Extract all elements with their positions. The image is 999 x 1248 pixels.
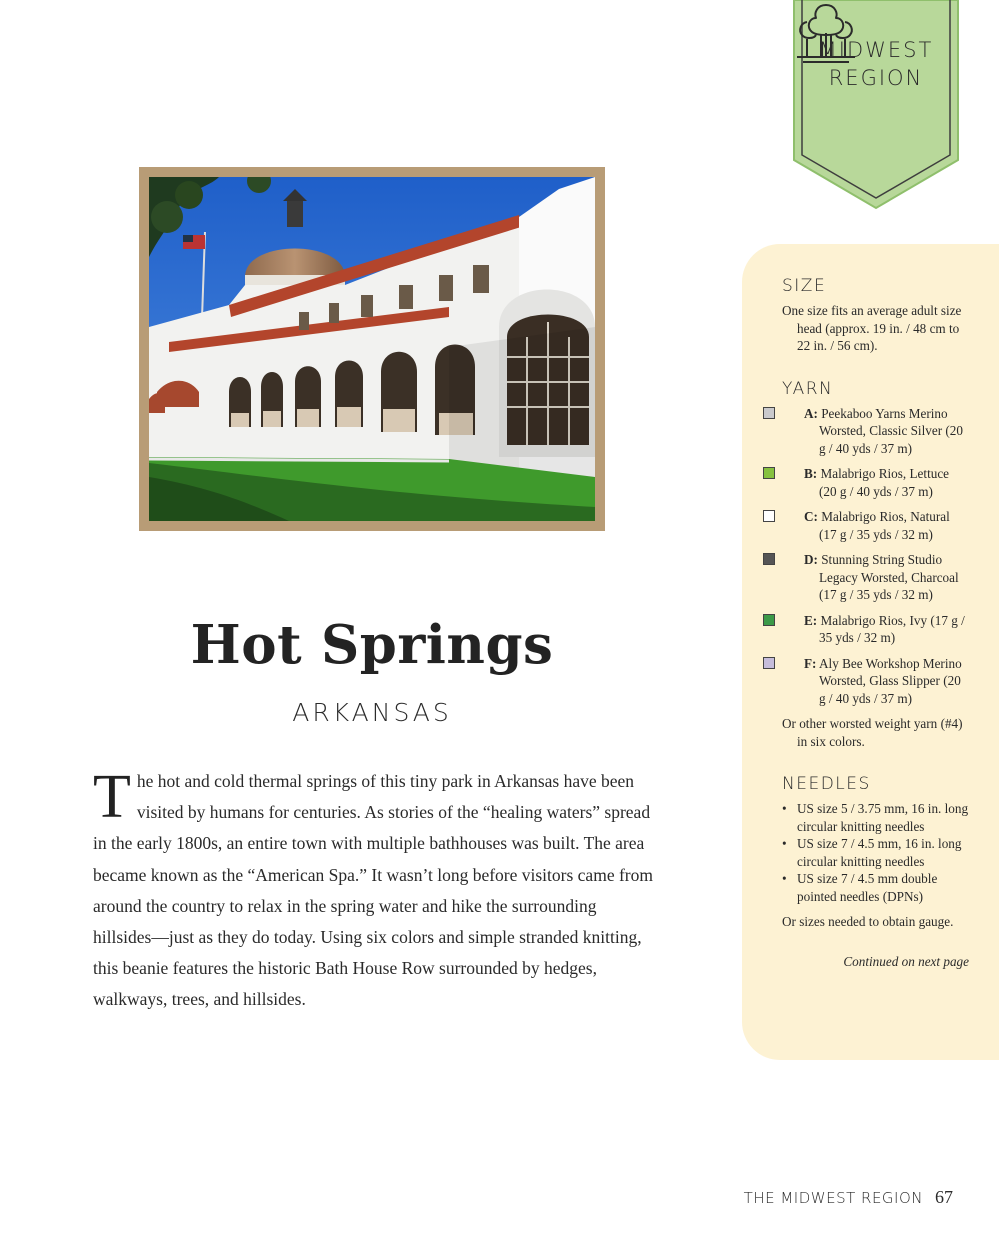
yarn-text-e: Malabrigo Rios, Ivy (17 g / 35 yds / 32 m) [819,612,965,645]
yarn-item-f [782,655,969,708]
page-title: Hot Springs [190,614,554,676]
yarn-item-c [782,508,969,543]
page-subtitle: ARKANSAS [292,698,452,727]
yarn-swatch-b [763,467,775,479]
yarn-text-b: Malabrigo Rios, Lettuce (20 g / 40 yds / 37 m) [819,466,950,499]
needles-heading: NEEDLES [782,774,871,794]
needle-item: • US size 5 / 3.75 mm, 16 in. long circular knitting needles [782,800,969,835]
yarn-text-f: Aly Bee Workshop Merino Worsted, Glass Slipper (20 g / 40 yds / 37 m) [819,655,962,706]
size-text: One size fits an average adult size head (approx. 19 in. / 48 cm to 22 in. / 56 cm). [782,303,962,353]
yarn-label-c: C: [804,509,818,524]
needles-note: Or sizes needed to obtain gauge. [782,914,954,929]
intro-text: he hot and cold thermal springs of this tiny park in Arkansas have been visited by humans for centuries. As stories of the “healing waters” spread in the early 1800s, an entire town with multiple bathhouses was built. The area became known as the “American Spa.” It wasn’t long before visitors came from around the country to relax in the spring water and hike the surrounding hillsides—just as they do today. Using six colors and simple stranded knitting, this beanie features the historic Bath House Row surrounded by hedges, walkways, trees, and hillsides. [93,771,653,1010]
needles-list [782,800,969,905]
yarn-label-e: E: [804,612,818,628]
yarn-item-b [782,465,969,500]
yarn-heading: YARN [782,378,834,399]
materials-sidebar [742,244,999,1060]
trees-icon [793,0,859,66]
size-heading: SIZE [782,276,827,296]
photo-frame [139,167,605,531]
banner-title: MIDWEST REGION [818,38,934,90]
yarn-label-f: F: [804,655,817,671]
yarn-text-d: Stunning String Studio Legacy Worsted, Charcoal (17 g / 35 yds / 32 m) [819,552,959,602]
bathhouse-photo [149,177,595,521]
yarn-label-a: A: [804,405,818,421]
yarn-item-a [782,405,969,458]
page-footer [744,1187,953,1208]
yarn-label-d: D: [804,552,818,567]
continued-note: Continued on next page [843,953,969,969]
yarn-swatch-c [763,510,775,522]
page-number: 67 [935,1187,953,1207]
yarn-note: Or other worsted weight yarn (#4) in six colors. [782,716,963,749]
yarn-text-c: Malabrigo Rios, Natural (17 g / 35 yds / 32 m) [819,509,950,542]
needle-item: • US size 7 / 4.5 mm, 16 in. long circular knitting needles [782,835,969,870]
yarn-item-d [782,551,969,604]
needle-item: • US size 7 / 4.5 mm double pointed needles (DPNs) [782,870,969,905]
yarn-swatch-e [763,614,775,626]
footer-region: THE MIDWEST REGION [743,1189,923,1207]
yarn-swatch-a [763,407,775,419]
intro-paragraph [93,763,659,1016]
yarn-list [782,405,969,708]
region-banner [793,0,959,210]
yarn-swatch-f [763,657,775,669]
yarn-text-a: Peekaboo Yarns Merino Worsted, Classic Silver (20 g / 40 yds / 37 m) [819,405,963,456]
drop-cap: T [93,763,131,831]
yarn-swatch-d [763,553,775,565]
yarn-item-e [782,612,969,647]
yarn-label-b: B: [804,466,818,481]
